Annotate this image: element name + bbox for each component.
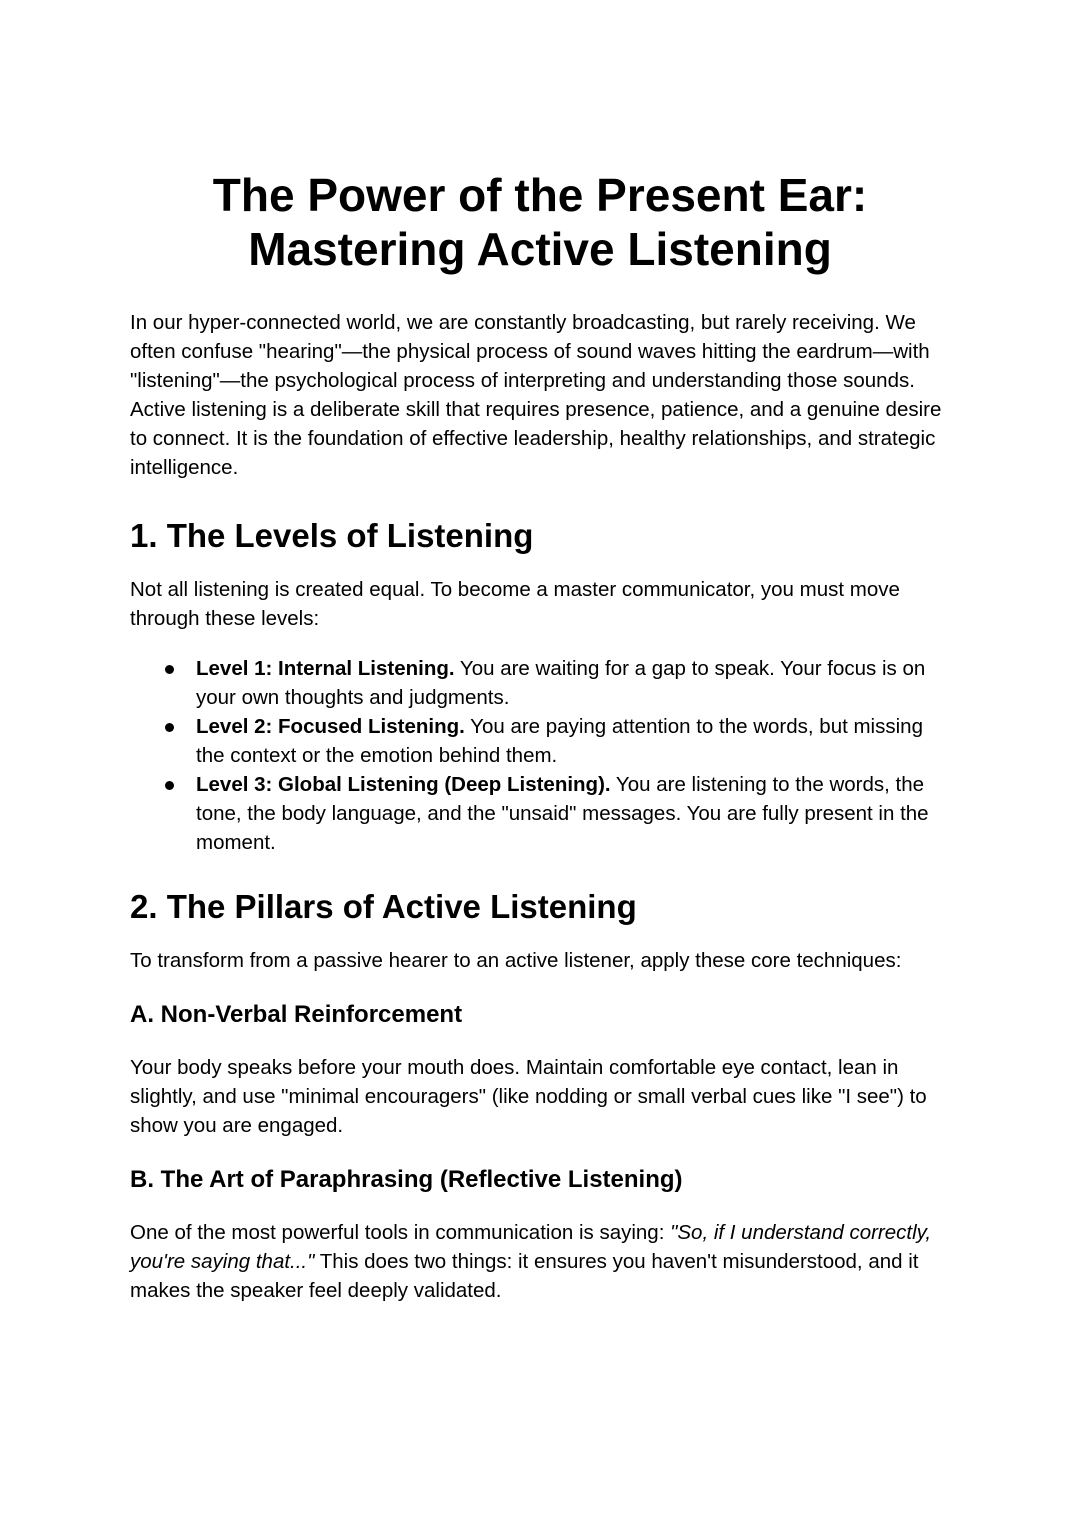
subsection-b-text	[130, 1218, 950, 1305]
subsection-a-heading: A. Non-Verbal Reinforcement	[130, 1001, 463, 1028]
list-item	[130, 712, 950, 770]
section-1-intro: Not all listening is created equal. To become a master communicator, you must move through these levels:	[130, 578, 900, 630]
paraphrase-quote: "So, if I understand correctly, you're saying that..."	[130, 1221, 932, 1273]
section-2-heading: 2. The Pillars of Active Listening	[130, 888, 637, 925]
bullet-icon	[165, 781, 174, 790]
list-item-text: You are waiting for a gap to speak. Your focus is on your own thoughts and judgments.	[196, 657, 926, 709]
subsection-a-text: Your body speaks before your mouth does. Maintain comfortable eye contact, lean in slightly, and use "minimal encouragers" (like nodding or small verbal cues like "I see") to show you are engaged.	[130, 1056, 927, 1137]
list-item-label: Level 3: Global Listening (Deep Listening).	[196, 773, 611, 796]
subsection-b-text-before: One of the most powerful tools in communication is saying:	[130, 1221, 671, 1244]
document-page	[130, 168, 950, 1305]
list-item-text: You are listening to the words, the tone, the body language, and the "unsaid" messages. You are fully present in the moment.	[196, 773, 929, 854]
bullet-icon	[165, 665, 174, 674]
subsection-b-text-after: This does two things: it ensures you haven't misunderstood, and it makes the speaker feel deeply validated.	[130, 1250, 919, 1302]
list-item-text: You are paying attention to the words, but missing the context or the emotion behind them.	[196, 715, 923, 767]
document-title: The Power of the Present Ear: Mastering Active Listening	[212, 169, 868, 275]
list-item	[130, 654, 950, 712]
section-1-heading: 1. The Levels of Listening	[130, 517, 534, 554]
list-item-label: Level 1: Internal Listening.	[196, 657, 455, 680]
bullet-icon	[165, 723, 174, 732]
list-item-label: Level 2: Focused Listening.	[196, 715, 465, 738]
levels-list	[130, 654, 950, 857]
section-2-intro: To transform from a passive hearer to an active listener, apply these core techniques:	[130, 949, 902, 972]
subsection-b-heading: B. The Art of Paraphrasing (Reflective Listening)	[130, 1166, 683, 1193]
list-item	[130, 770, 950, 857]
intro-paragraph: In our hyper-connected world, we are constantly broadcasting, but rarely receiving. We often confuse "hearing"—the physical process of sound waves hitting the eardrum—with "listening"—the psychological process of interpreting and understanding those sounds. Active listening is a deliberate skill that requires presence, patience, and a genuine desire to connect. It is the foundation of effective leadership, healthy relationships, and strategic intelligence.	[130, 311, 942, 479]
